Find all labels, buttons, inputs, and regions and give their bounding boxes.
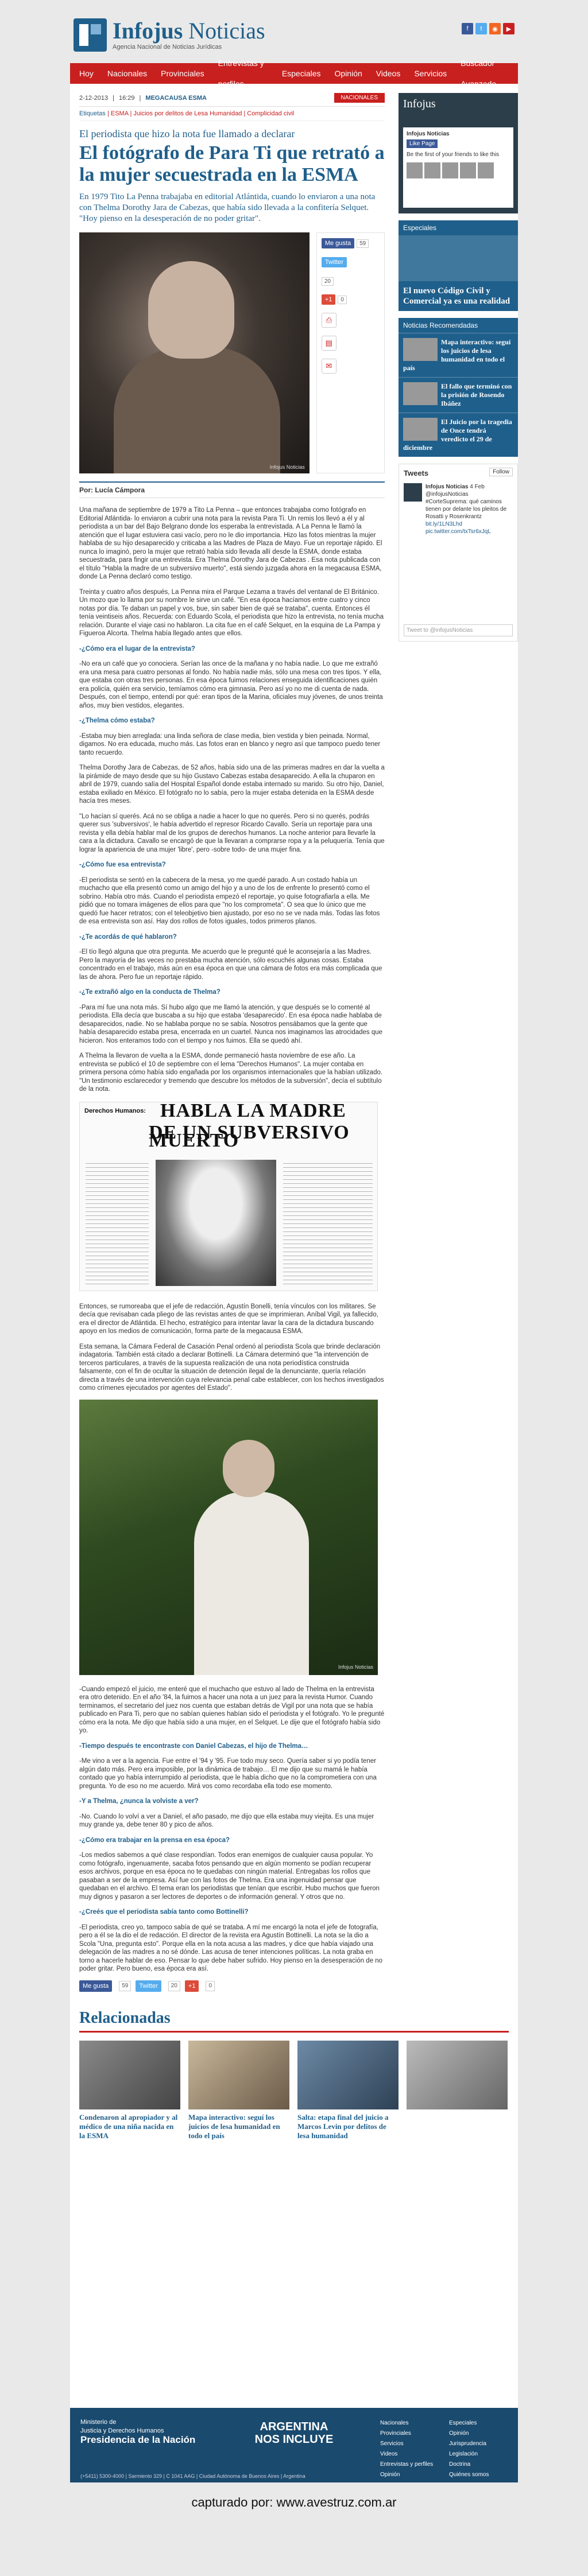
avatar (442, 162, 458, 178)
question: -¿Cómo era el lugar de la entrevista? (79, 645, 195, 652)
tweet-time: 4 Feb (470, 484, 485, 490)
fb-like-page-button[interactable]: Like Page (407, 139, 438, 148)
especial-card[interactable]: El nuevo Código Civil y Comercial ya es una realidad (399, 281, 518, 311)
avatar (404, 483, 422, 502)
related-item[interactable] (79, 2041, 180, 2140)
rss-icon[interactable]: ◉ (489, 23, 501, 34)
especiales-image (399, 235, 518, 281)
photo-body-shape (114, 347, 280, 473)
answer: -Cuando empezó el juicio, me enteré que el muchacho que estuvo al lado de Thelma en la entrevista era otro detenido. En el año '84, la fuimos a hacer una nota a un juez para la revista Humor. Cuando terminamos, el secretario del juez nos cuenta que estaban detrás de Vigil por una nota que se había publicado en Para Ti, pero que no sabían quienes habían sido el periodista y el fotógrafo. Yo le pregunté cómo era la nota. Me dijo que había sido a una mujer, en el Selquet. Le dije que el fotógrafo había sido yo. (79, 1685, 385, 1734)
facebook-icon[interactable]: f (462, 23, 473, 34)
facebook-widget (399, 93, 518, 213)
content-wrapper (70, 84, 518, 2408)
clip-text-column (86, 1160, 149, 1286)
question: -¿Creés que el periodista sabía tanto como Bottinelli? (79, 1909, 249, 1916)
nav-item-especiales[interactable]: Especiales (281, 69, 321, 78)
related-thumb (297, 2041, 399, 2109)
capture-credit: capturado por: www.avestruz.com.ar (191, 2495, 397, 2509)
photo-credit: Infojus Noticias (269, 464, 305, 470)
question: -¿Thelma cómo estaba? (79, 717, 155, 724)
article-kicker: El periodista que hizo la nota fue llamado a declarar (79, 128, 295, 139)
avatar (478, 162, 494, 178)
gplus-button[interactable]: +1 (322, 294, 336, 305)
footer-link[interactable]: Opinión (380, 2472, 400, 2478)
especiales-header: Especiales (399, 220, 518, 235)
article-headline: El fotógrafo de Para Ti que retrató a la mujer secuestrada en la ESMA (79, 142, 385, 185)
article (70, 84, 392, 2140)
fb-widget-brand: Infojus (403, 98, 436, 110)
share-column (316, 232, 385, 473)
footer-link[interactable]: Quiénes somos (449, 2472, 489, 2478)
clip-title-2: DE UN SUBVERSIVO MUERTO (149, 1121, 350, 1151)
site-footer (70, 2408, 518, 2482)
related-thumb (79, 2041, 180, 2109)
tweet-user[interactable]: Infojus Noticias (425, 484, 469, 490)
question: -Tiempo después te encontraste con Daniel Cabezas, el hijo de Thelma… (79, 1742, 308, 1750)
paragraph: Entonces, se rumoreaba que el jefe de redacción, Agustín Bonelli, tenía vínculos con los militares. Se decía que revisaban cada pliego de las revistas antes de que se imprimieran. Aníbal Vigil, ya fallecido, era el director de Atlántida. El hecho, estratégico para intentar lavar la cara de la dictadura buscando apoyo en los medios de comunicación, forma parte de la megacausa ESMA. (79, 1303, 378, 1335)
footer-link[interactable]: Jurisprudencia (449, 2441, 487, 2447)
footer-link[interactable]: Videos (380, 2451, 398, 2457)
nav-item-nacionales[interactable]: Nacionales (107, 69, 148, 78)
clip-title-1: HABLA LA MADRE (160, 1101, 346, 1121)
paragraph: Thelma Dorothy Jara de Cabezas, de 52 años, había sido una de las primeras madres en dar la vuelta a la pirámide de mayo desde que su hijo Gustavo Cabezas estaba desaparecido. A ella la chuparon en abril de 1979, cuando salía del Hospital Español donde estaba internado su marido. Su otro hijo, Daniel, estaba exiliado en México. El fotógrafo no lo sabía, pero la mujer estaba detenida en la ESMA desde hacía tres meses. (79, 764, 385, 805)
related-item[interactable] (407, 2041, 508, 2140)
recomendada-item[interactable]: Mapa interactivo: seguí los juicios de lesa humanidad en todo el país (399, 333, 518, 377)
logo-text: Infojus Noticias (113, 18, 265, 44)
clip-section: Derechos Humanos: (84, 1107, 146, 1114)
main-nav (70, 59, 518, 84)
section-badge[interactable]: NACIONALES (334, 93, 385, 103)
question: -¿Cómo era trabajar en la prensa en esa época? (79, 1836, 230, 1844)
social-icons (462, 23, 514, 34)
answer: -Me vino a ver a la agencia. Fue entre el '94 y '95. Fue todo muy seco. Quería saber si yo podía tener algún dato más. Pero era imposible, por la dinámica de trabajo… El me dijo que su mamá le había contado que yo había interrumpido al periodista, que le había dicho que no la comprometiera con una pregunta. Yo de eso no me acuerdo. Mirá vos como recordaba ella todo ese momento. (79, 1758, 377, 1790)
answer: -El periodista, creo yo, tampoco sabía de qué se trataba. A mí me encargó la nota el jefe de fotografía, pero a él se la dio el de redacción. El director de la revista era Agustín Bottinelli. La nota se la dio a Scola "Una, pregunta esto". Porque ella en la nota acusa a las madres, y dice que había viajado una delegación de las madres a no sé dónde. Las acusa de tener intenciones políticas. La nota graba en torno a hacerle hablar de eso. Pensar lo que debe haber sufrido. Hoy pienso en la desesperación de no poder gritar. Pero bueno, esa época era así. (79, 1924, 383, 1972)
recomendadas-header: Noticias Recomendadas (399, 318, 518, 333)
related-title: Relacionadas (79, 2009, 509, 2033)
avatar (407, 162, 423, 178)
tweet-button[interactable]: Twitter (322, 257, 347, 267)
answer: -Estaba muy bien arreglada: una linda señora de clase media, bien vestida y bien peinada. Normal, digamos. No era educada, mucho más. Las fotos eran en blanco y negro así que tampoco puedo tener tanto recuerdo. (79, 732, 381, 756)
related-list (79, 2041, 509, 2140)
twitter-icon[interactable]: t (475, 23, 487, 34)
tweets-header: Tweets (404, 469, 429, 477)
footer-link[interactable]: Opinión (449, 2430, 469, 2437)
nav-item-provinciales[interactable]: Provinciales (161, 69, 204, 78)
site-header (70, 0, 518, 63)
paragraph: Treinta y cuatro años después, La Penna mira el Parque Lezama a través del ventanal de El Británico. Un mozo que lo llama por su nombre le sirve un café. "En esa época hacíamos entre cuatro y cinco notas por día. Te daban un papel y vos, bue, sin saber bien de qué se trataba", cuenta. Entonces él tenía veintiseis años. Recuerda: con Eduardo Scola, el periodista que hizo la entrevista, no tenía mucha relación. Durante el viaje casi no hablaron. La cita fue en el café Selquet, en la esquina de La Pampa y Figueroa Alcorta. Thelma había llegado antes que ellos. (79, 588, 384, 637)
related-caption: Condenaron al apropiador y al médico de una niña nacida en la ESMA (79, 2113, 178, 2140)
fb-like-text: Be the first of your friends to like this (407, 151, 500, 158)
recomendada-item[interactable]: El Juicio por la tragedia de Once tendrá veredicto el 29 de diciembre (399, 413, 518, 457)
question: -¿Cómo fue esa entrevista? (79, 861, 166, 868)
pdf-icon[interactable]: ▤ (322, 336, 336, 351)
tags-list[interactable]: ESMA | Juicios por delitos de Lesa Humanidad | Complicidad civil (110, 110, 295, 117)
twitter-widget (399, 464, 518, 642)
fb-faces (407, 162, 510, 178)
nav-item-videos[interactable]: Videos (376, 69, 401, 78)
recomendada-thumb (403, 382, 438, 405)
fb-like-button[interactable]: Me gusta (322, 238, 354, 248)
fb-page-name[interactable]: Infojus Noticias (407, 131, 450, 137)
avatar (424, 162, 440, 178)
tweet-handle[interactable]: @infojusNoticias (425, 491, 469, 498)
photo-credit: Infojus Noticias (338, 1664, 373, 1670)
related-caption: Mapa interactivo: seguí los juicios de lesa humanidad en todo el país (188, 2113, 280, 2140)
main-photo (79, 232, 310, 473)
paragraph: Esta semana, la Cámara Federal de Casación Penal ordenó al periodista Scola que brinde declaración indagatoria. También está citado a declarar Bottinelli. La Cámara determinó que "la intervención de terceros particulares, a través de la supuesta realización de una nota periodística construida falsamente, con el fin de ocultar la situación de detención ilegal de la denunciante, quería relación directa a través de una intervención cuya relevancia penal cabe establecer, con los hechos investigados como crímenes ejecutados por agentes del Estado". (79, 1343, 384, 1392)
footer-link[interactable]: Nacionales (380, 2420, 409, 2426)
gplus-count: 0 (338, 296, 347, 304)
tags-label: Etiquetas (79, 110, 106, 117)
photo-body-shape (194, 1491, 309, 1675)
follow-button[interactable]: Follow (489, 468, 513, 476)
answer: -No era un café que yo conociera. Serían las once de la mañana y no había nadie. Lo que me extrañó era una mesa para cuatro personas al fondo. No había nadie más, sólo una mesa con tres tipos. Y ella, que estaba con otras tres personas. En esa época fuimos relaciones enseguida identificaciones quién era policía, quién era servicio, temíamos cómo era gimnasia. Pero así yo no me di cuenta de nada. Después, con el tiempo, entendí por qué: eran tipos de la Marina, oficiales muy jóvenes, de unos treinta años, muy bien vestidos, elegantes. (79, 660, 383, 709)
answer: -Los medios sabemos a qué clase respondían. Todos eran enemigos de cualquier causa popular. Yo como fotógrafo, ingenuamente, sacaba fotos pensando que en algún momento se podían recuperar esos archivos, porque en esa época no te quedabas con ningún material. Entregabas los rollos que pasaban a ser de la empresa. Así fue con las fotos de Thelma. Era una ingenuidad pensar que quedaban en el archivo. El tema eran los periodistas que tenían que escribir. Hubo muchos que fueron muy dignos y pasaron a ser lectores de deportes o de información general. Y otros que no. (79, 1852, 380, 1901)
related-item[interactable] (297, 2041, 399, 2140)
paragraph: A Thelma la llevaron de vuelta a la ESMA, donde permaneció hasta noviembre de ese año. La entrevista se publicó el 10 de septiembre con el lema "Derechos Humanos". La mujer contaba en primera persona cómo había sido engañada por los organismos internacionales que la habían utilizado. "Un testimonio esclarecedor y tremendo que descubre los métodos de la subversión", decía el subtítulo de la nota. (79, 1052, 383, 1093)
answer: -El periodista se sentó en la cabecera de la mesa, yo me quedé parado. A un costado había un muchacho que ella presentó como un amigo del hijo y a uno de los de enfrente lo presentó como el sobrino. Había otro más. Cuando el periodista empezó el reportaje, yo quise fotografiarla a ella. Me pidió que no tomara imágenes de ellos para que "no los comprometa". O sea que lo único que me quedó fue hacer retratos; con el teleobjetivo bien ajustado, por eso no se ve nada más. Todas las fotos de esa entrevista son así. Hay dos rollos de fotos iguales, todos primeros planos. (79, 876, 380, 925)
sidebar (399, 84, 518, 642)
article-section[interactable]: MEGACAUSA ESMA (145, 94, 207, 102)
article-body (79, 506, 385, 1992)
especiales-block (399, 220, 518, 311)
footer-link[interactable]: Servicios (380, 2441, 404, 2447)
related-caption: Salta: etapa final del juicio a Marcos Levin por delitos de lesa humanidad (297, 2113, 389, 2140)
tweet-text: #CorteSuprema: qué caminos tienen por delante los pleitos de Rosatti y Rosenkrantz (425, 499, 507, 520)
question: -¿Te extrañó algo en la conducta de Thelma? (79, 989, 220, 996)
clip-text-column (283, 1160, 373, 1286)
article-date: 2-12-2013 (79, 94, 109, 102)
clip-portrait (156, 1160, 276, 1286)
footer-address: (+5411) 5300-4000 | Sarmiento 329 | C 1041 AAG | Ciudad Autónoma de Buenos Aires | Argentina (80, 2473, 305, 2479)
fb-like-button-bottom[interactable]: Me gusta (79, 1980, 112, 1992)
nav-item-servicios[interactable]: Servicios (414, 69, 447, 78)
answer: -No. Cuando lo volví a ver a Daniel, el año pasado, me dijo que ella estaba muy viejita. Es una mujer muy grande ya, debe tener 80 y pico de años. (79, 1813, 374, 1828)
footer-link[interactable]: Especiales (449, 2420, 477, 2426)
related-item[interactable] (188, 2041, 289, 2140)
print-icon[interactable]: ⎙ (322, 313, 336, 328)
avatar (460, 162, 476, 178)
footer-links-2 (449, 2418, 489, 2480)
footer-link[interactable]: Legislación (449, 2451, 478, 2457)
logo-tagline: Agencia Nacional de Noticias Jurídicas (113, 44, 222, 50)
article-time: 16:29 (119, 94, 135, 102)
footer-link[interactable]: Entrevistas y perfiles (380, 2461, 434, 2468)
paragraph: Una mañana de septiembre de 1979 a Tito La Penna – que entonces trabajaba como fotógrafo en Editorial Atlántida- lo enviaron a cubrir una nota para la revista Para Ti. Un remis los llevó a él y al periodista a un bar del Bajo Belgrano donde los esperaba la entrevistada. A La Penna le llamó la atención que el lugar estuviera casi vacío, pero no le dio importancia. Hizo las fotos mientras la mujer hablaba de su hijo desaparecido y criticaba a las Madres de Plaza de Mayo. Fue un reportaje rápido. El nunca lo imaginó, pero la mujer que retrató había sido llevada allí desde la ESMA, donde estaba secuestrada, para fingir una entrevista. Era Thelma Dorothy Jara de Cabezas . Esa nota publicada con el título "Habla la madre de un subversivo muerto", está siendo juzgada ahora en la megacausa ESMA, donde La Penna declaró como testigo. (79, 507, 382, 580)
share-bottom (79, 1980, 385, 1992)
logo-mark-icon (74, 18, 107, 52)
answer: -El tío llegó alguna que otra pregunta. Me acuerdo que le pregunté qué le aconsejaría a las Madres. Pero la mayoría de las veces no prestaba mucha atención, sólo escuchés algunas cosas. Estaba concentrado en el trabajo, más aún en esa época en que una cámara de fotos era más complicada que las de ahora. Pero fue un reportaje rápido. (79, 949, 382, 981)
tweet (404, 483, 513, 535)
footer-link[interactable]: Doctrina (449, 2461, 471, 2468)
paragraph: "Lo hacían sí querés. Acá no se obliga a nadie a hacer lo que no querés. Pero si no querés, podrás querer sus 'subversivos', le había advertido el represor Ricardo Cavallo. Sería un reportaje para una revista y ella debía hablar mal de los grupos de derechos humanos. La noche anterior para llevarle la cara a la dictadura. Cavallo se encargó de que la llevaran a comprarse ropa y a la peluquería. Tenía que lograr la apariencia de una mujer 'libre', pero -sobre todo- de una mujer fina. (79, 813, 385, 853)
fb-like-count-bottom: 59 (119, 1981, 131, 1992)
ministry-logo[interactable]: Ministerio de Justicia y Derechos Humanos Presidencia de la Nación (80, 2419, 196, 2445)
logo[interactable] (74, 18, 265, 52)
nav-item-buscador[interactable]: Buscador (461, 59, 495, 68)
gplus-button-bottom[interactable]: +1 (185, 1980, 199, 1992)
fb-like-box (403, 127, 513, 208)
article-meta: 2-12-2013 | 16:29 | MEGACAUSA ESMA NACIONALES (79, 93, 385, 107)
tweet-count-bottom: 20 (168, 1981, 180, 1992)
footer-link[interactable]: Provinciales (380, 2430, 411, 2437)
second-photo (79, 1400, 378, 1675)
gplus-count-bottom: 0 (206, 1981, 215, 1992)
question: -¿Te acordás de qué hablaron? (79, 933, 177, 941)
tweet-link[interactable]: bit.ly/1LN3Lhd pic.twitter.com/txTsr6xJqL (425, 521, 491, 535)
article-tags: Etiquetas | ESMA | Juicios por delitos de Lesa Humanidad | Complicidad civil (79, 107, 385, 121)
recomendada-thumb (403, 418, 438, 441)
magazine-clipping (79, 1102, 378, 1291)
email-icon[interactable]: ✉ (322, 359, 336, 374)
argentina-logo: ARGENTINA NOS INCLUYE (254, 2420, 334, 2446)
recomendada-thumb (403, 338, 438, 361)
related-thumb (188, 2041, 289, 2109)
tweet-input[interactable]: Tweet to @infojusNoticias (404, 624, 513, 636)
youtube-icon[interactable]: ▶ (503, 23, 514, 34)
question: -Y a Thelma, ¿nunca la volviste a ver? (79, 1798, 199, 1805)
nav-item-hoy[interactable]: Hoy (79, 69, 94, 78)
related-thumb (407, 2041, 508, 2109)
recomendadas-block (399, 318, 518, 457)
photo-face-shape (223, 1440, 274, 1497)
article-lead: En 1979 Tito La Penna trabajaba en editorial Atlántida, cuando lo enviaron a una nota con Thelma Dorothy Jara de Cabezas, que había sido llevada a la confitería Selquet. "Hoy pienso en la desesperación de no poder gritar". (79, 192, 376, 223)
photo-face-shape (148, 261, 234, 359)
article-author: Por: Lucía Cámpora (79, 481, 385, 498)
photo-row (79, 232, 385, 473)
tweet-count: 20 (322, 277, 334, 286)
nav-item-opinion[interactable]: Opinión (334, 69, 362, 78)
fb-like-count: 59 (357, 239, 369, 248)
footer-links-1 (380, 2418, 433, 2480)
tweet-button-bottom[interactable]: Twitter (136, 1980, 161, 1992)
nav-item-entrevistas[interactable]: Entrevistas y (218, 59, 264, 68)
answer: -Para mí fue una nota más. Sí hubo algo que me llamó la atención, y que después se lo comenté al periodista. Ella decía que buscaba a su hijo que estaba 'desaparecido'. En esa época nadie hablaba de desaparecidos, nadie. No se hablaba porque no se sabía. Nosotros pensábamos que la gente que había desaparecido estaba presa, encerrada en un cuartel. Nunca nos imaginamos las atrocidades que hicieron. Nos enteramos todo con el tiempo y nos fuimos. Ella se quedó ahí. (79, 1004, 383, 1044)
recomendada-item[interactable]: El fallo que terminó con la prisión de Rosendo Ibáñez (399, 377, 518, 413)
